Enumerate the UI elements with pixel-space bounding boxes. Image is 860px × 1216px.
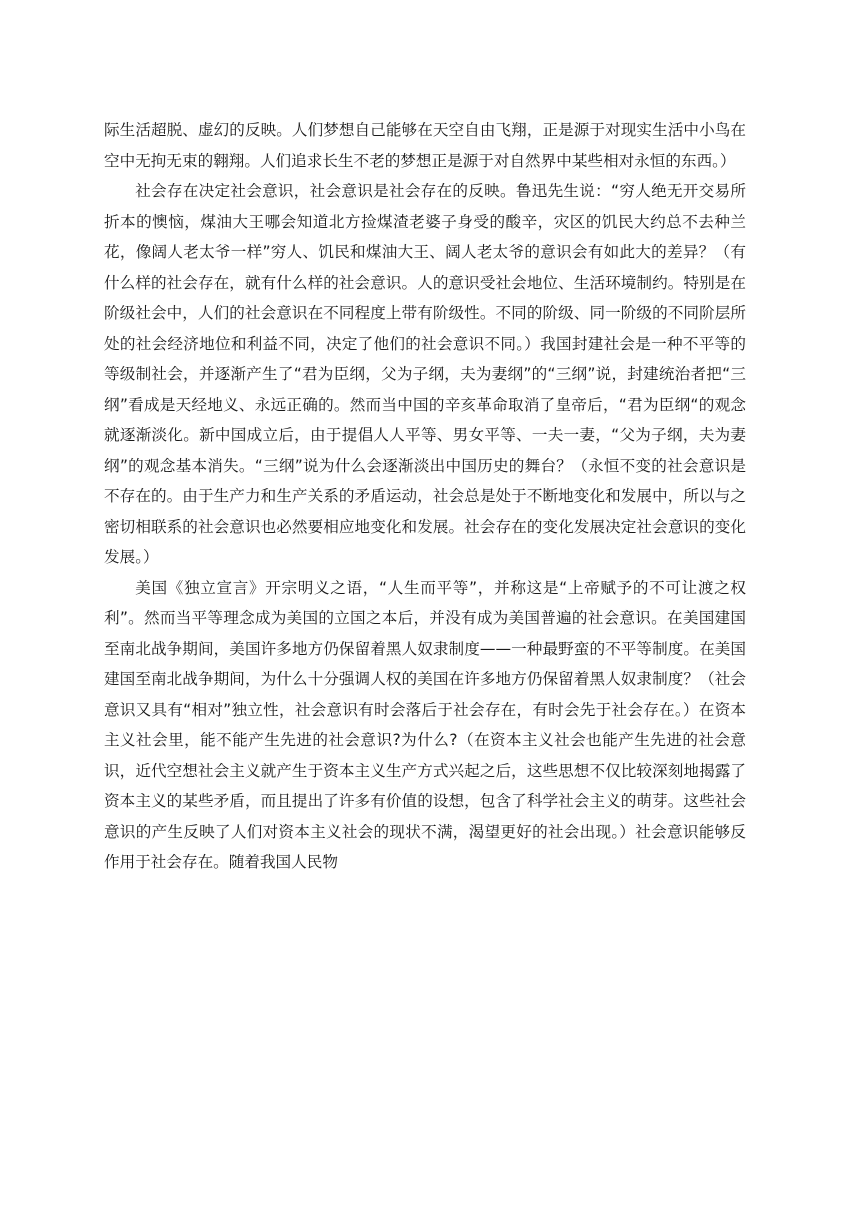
document-body	[104, 115, 746, 878]
paragraph-3: 美国《独立宣言》开宗明义之语，“人生而平等”，并称这是“上帝赋予的不可让渡之权利”。然而当平等理念成为美国的立国之本后，并没有成为美国普遍的社会意识。在美国建国至南北战争期间，美国许多地方仍保留着黑人奴隶制度——一种最野蛮的不平等制度。在美国建国至南北战争期间，为什么十分强调人权的美国在许多地方仍保留着黑人奴隶制度？（社会意识又具有“相对”独立性，社会意识有时会落后于社会存在，有时会先于社会存在。）在资本主义社会里，能不能产生先进的社会意识?为什么?（在资本主义社会也能产生先进的社会意识，近代空想社会主义就产生于资本主义生产方式兴起之后，这些思想不仅比较深刻地揭露了资本主义的某些矛盾，而且提出了许多有价值的设想，包含了科学社会主义的萌芽。这些社会意识的产生反映了人们对资本主义社会的现状不满，渴望更好的社会出现。）社会意识能够反作用于社会存在。随着我国人民物	[104, 578, 746, 871]
paragraph-2: 社会存在决定社会意识，社会意识是社会存在的反映。鲁迅先生说：“穷人绝无开交易所折本的懊恼，煤油大王哪会知道北方捡煤渣老婆子身受的酸辛，灾区的饥民大约总不去种兰花，像阔人老太爷一样”穷人、饥民和煤油大王、阔人老太爷的意识会有如此大的差异？（有什么样的社会存在，就有什么样的社会意识。人的意识受社会地位、生活环境制约。特别是在阶级社会中，人们的社会意识在不同程度上带有阶级性。不同的阶级、同一阶级的不同阶层所处的社会经济地位和利益不同，决定了他们的社会意识不同。）我国封建社会是一种不平等的等级制社会，并逐渐产生了“君为臣纲，父为子纲，夫为妻纲”的“三纲”说，封建统治者把“三纲”看成是天经地义、永远正确的。然而当中国的辛亥革命取消了皇帝后，“君为臣纲“的观念就逐渐淡化。新中国成立后，由于提倡人人平等、男女平等、一夫一妻，“父为子纲，夫为妻纲”的观念基本消失。“三纲”说为什么会逐渐淡出中国历史的舞台？（永恒不变的社会意识是不存在的。由于生产力和生产关系的矛盾运动，社会总是处于不断地变化和发展中，所以与之密切相联系的社会意识也必然要相应地变化和发展。社会存在的变化发展决定社会意识的变化发展。）	[104, 182, 746, 566]
paragraph-1: 际生活超脱、虚幻的反映。人们梦想自己能够在天空自由飞翔，正是源于对现实生活中小鸟在空中无拘无束的翱翔。人们追求长生不老的梦想正是源于对自然界中某些相对永恒的东西。）	[104, 121, 746, 170]
